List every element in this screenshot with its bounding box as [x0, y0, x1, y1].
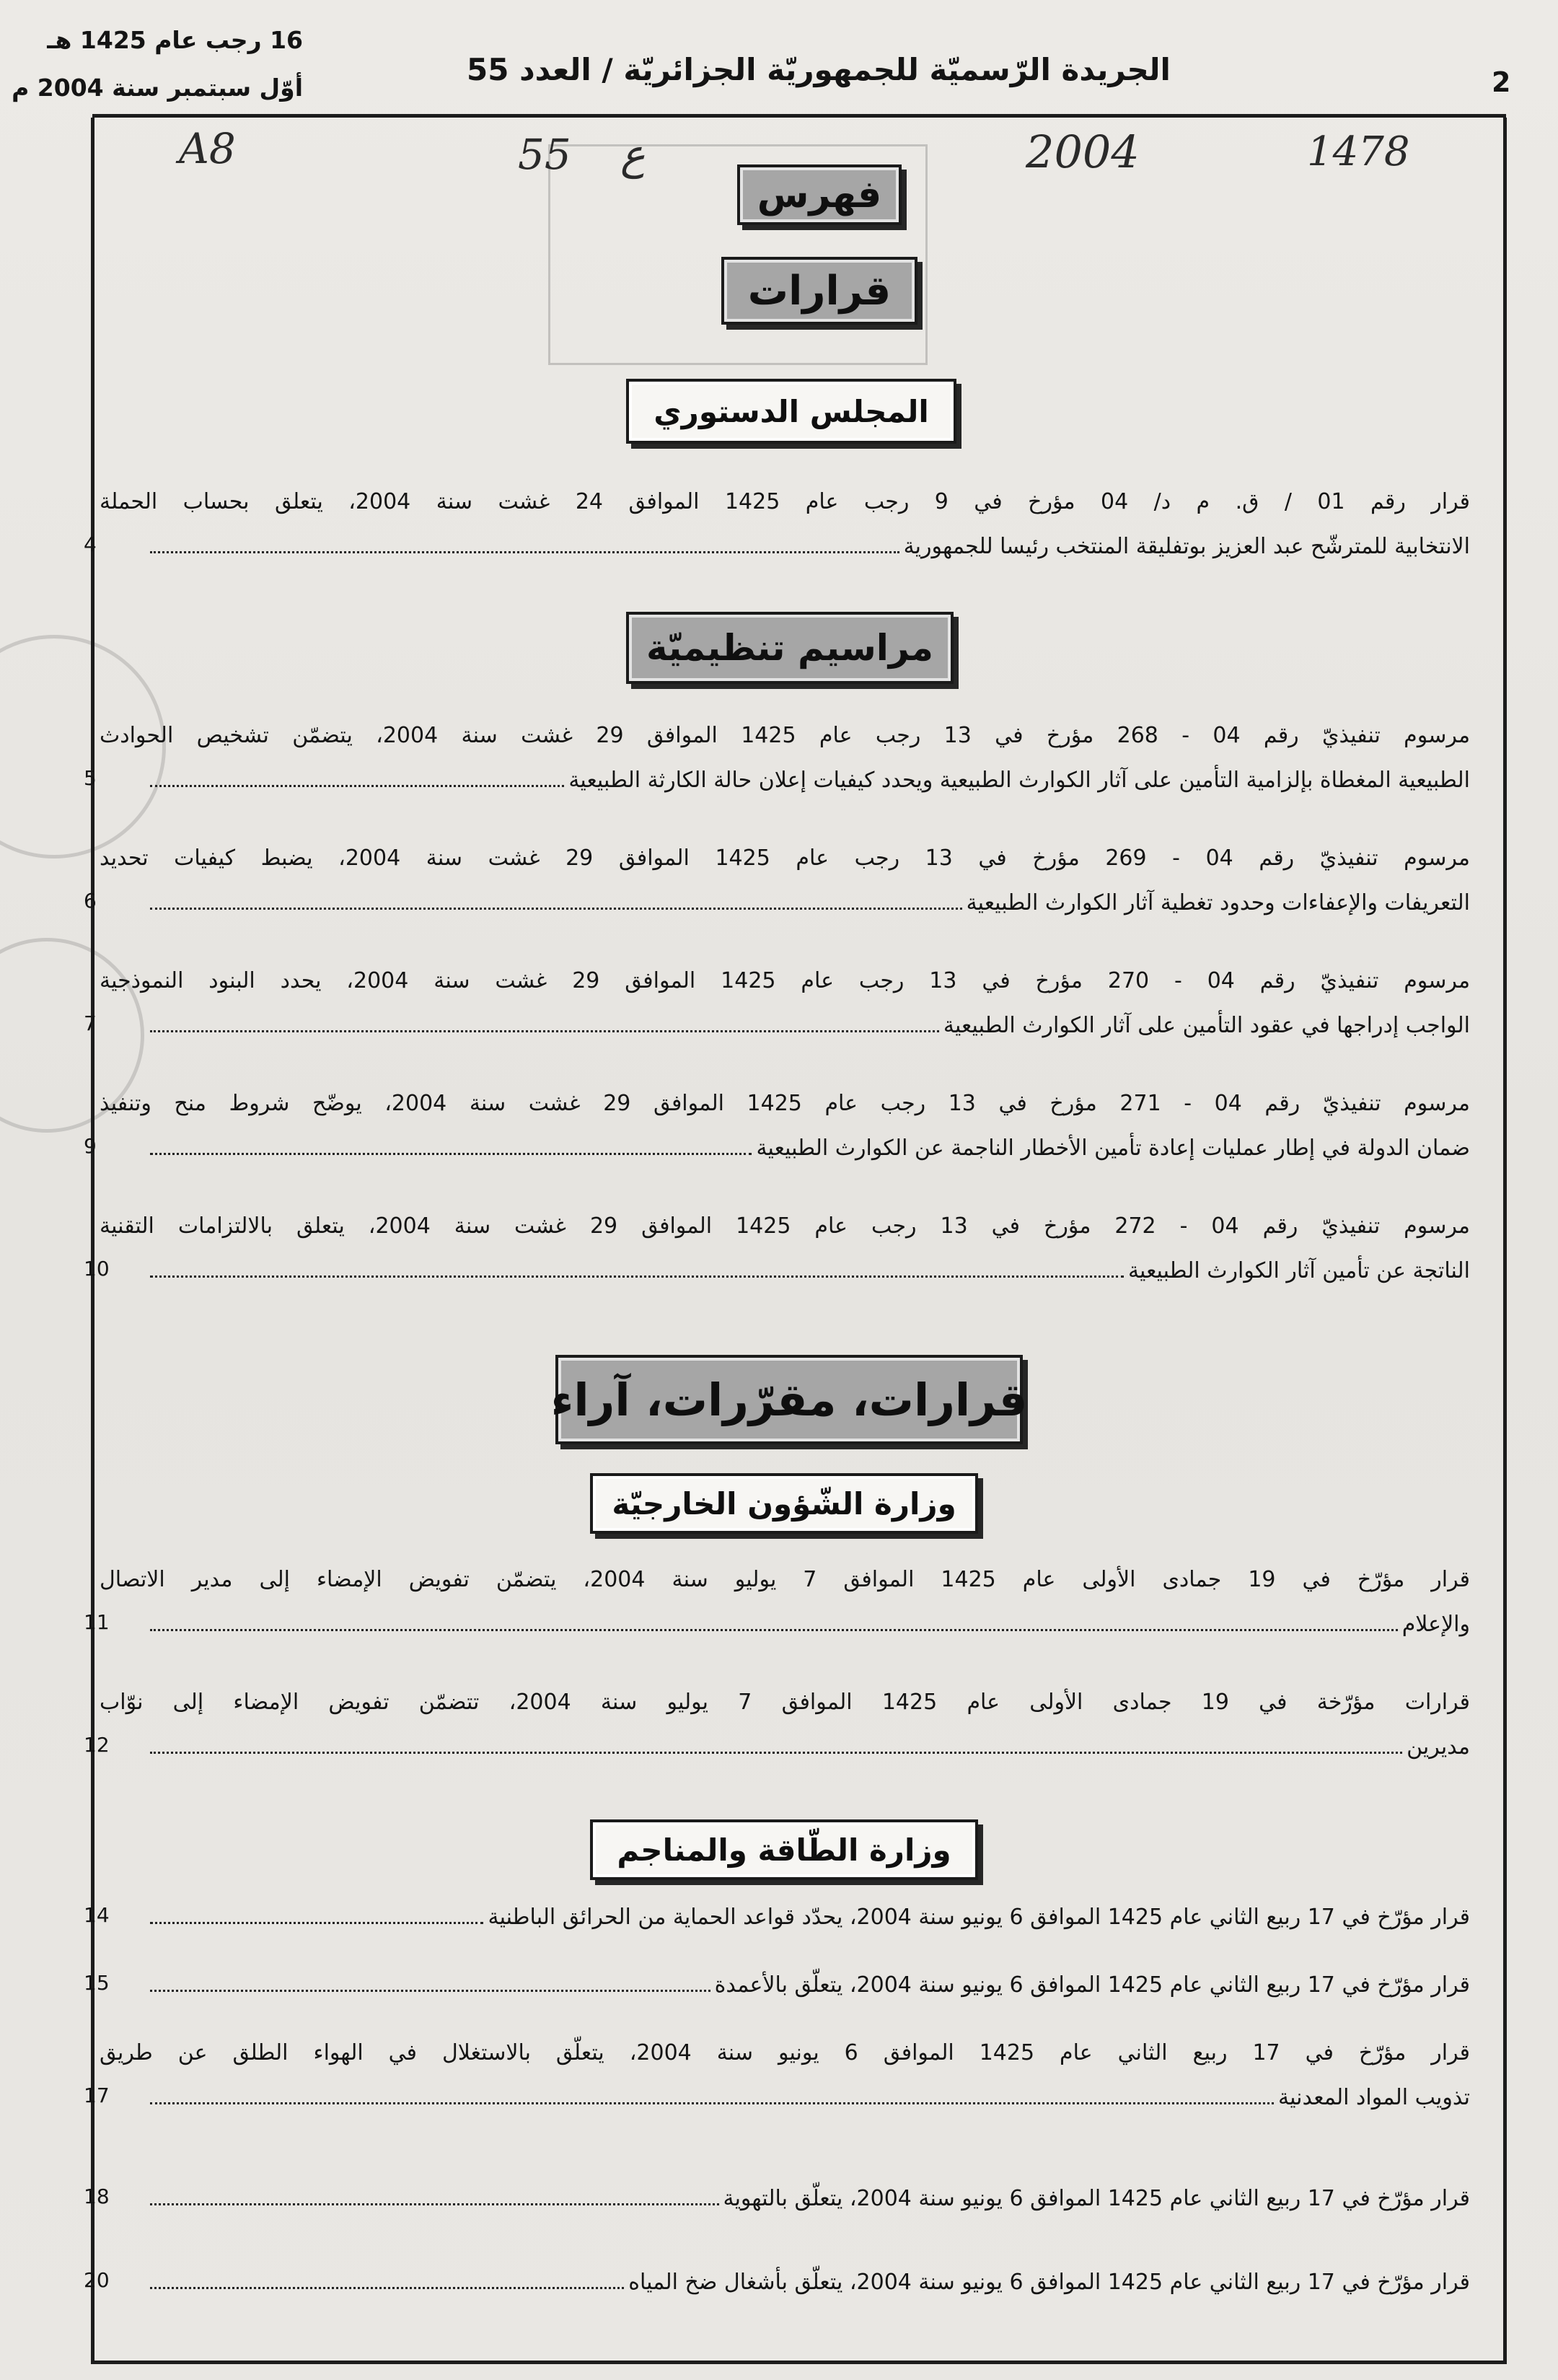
page-ref: 17 [84, 2083, 110, 2107]
dot-leader [150, 908, 962, 910]
page-ref: 5 [84, 766, 97, 790]
dot-leader [150, 1275, 1124, 1278]
entry-text: قرار مؤرّخ في 17 ربيع الثاني عام 1425 الموافق 6 يونيو سنة 2004، يتعلّق بالأعمدة [714, 1972, 1470, 1998]
dot-leader [150, 1030, 939, 1032]
toc-entry [84, 488, 1470, 561]
dot-leader [150, 1752, 1402, 1754]
page-ref: 20 [84, 2268, 110, 2292]
entry-text: قرار مؤرّخ في 17 ربيع الثاني عام 1425 الموافق 6 يونيو سنة 2004، يتعلّق بالتهوية [723, 2186, 1470, 2211]
page-ref: 7 [84, 1011, 97, 1035]
entry-text-continued: الطبيعية المغطاة بإلزامية التأمين على آثار الكوارث الطبيعية ويحدد كيفيات إعلان حالة الكارثة الطبيعية [568, 768, 1470, 793]
journal-title: الجريدة الرّسميّة للجمهوريّة الجزائريّة / العدد 55 [467, 52, 1171, 87]
entry-text: قرار مؤرّخ في 17 ربيع الثاني عام 1425 الموافق 6 يونيو سنة 2004، يحدّد قواعد الحماية من الحرائق الباطنية [488, 1905, 1470, 1930]
handwritten-note-number: 1478 [1307, 128, 1410, 175]
page-number: 2 [1492, 66, 1511, 98]
handwritten-note-ain: ع [620, 130, 646, 179]
section-heading-regulatory-decrees: مراسيم تنظيميّة [626, 612, 954, 684]
toc-entry [84, 967, 1471, 1040]
page-ref: 18 [84, 2184, 110, 2208]
page-ref: 11 [84, 1610, 110, 1634]
section-heading-foreign-affairs: وزارة الشّؤون الخارجيّة [590, 1473, 978, 1534]
toc-entry [84, 1971, 1470, 2000]
page-ref: 12 [84, 1733, 110, 1757]
toc-entry [84, 1903, 1470, 1932]
entry-text: مرسوم تنفيذيّ رقم 04 - 271 مؤرخ في 13 رجب عام 1425 الموافق 29 غشت سنة 2004، يوضّح شروط منح وتنفيذ [100, 1091, 1471, 1116]
page-ref: 6 [84, 889, 97, 913]
toc-entry [84, 1688, 1470, 1762]
handwritten-note-a8: A8 [179, 124, 236, 173]
section-heading-energy-mines: وزارة الطّاقة والمناجم [590, 1819, 978, 1880]
date-gregorian: أوّل سبتمبر سنة 2004 م [12, 74, 303, 102]
page-ref: 4 [84, 532, 97, 556]
entry-text-continued: التعريفات والإعفاءات وحدود تغطية آثار الكوارث الطبيعية [966, 890, 1470, 915]
footer-rule [92, 2361, 1506, 2364]
dot-leader [150, 785, 564, 787]
entry-text: مرسوم تنفيذيّ رقم 04 - 272 مؤرخ في 13 رجب عام 1425 الموافق 29 غشت سنة 2004، يتعلق بالالتزامات التقنية [100, 1213, 1470, 1239]
entry-text-continued: الناتجة عن تأمين آثار الكوارث الطبيعية [1127, 1258, 1470, 1283]
handwritten-note-year: 2004 [1026, 126, 1140, 178]
entry-text: قرار مؤرّخ في 17 ربيع الثاني عام 1425 الموافق 6 يونيو سنة 2004، يتعلّق بأشغال ضخ المياه [628, 2270, 1470, 2295]
page-ref: 14 [84, 1903, 110, 1927]
header-rule [92, 114, 1506, 118]
dot-leader [150, 2287, 624, 2289]
entry-text-continued: الواجب إدراجها في عقود التأمين على آثار الكوارث الطبيعية [943, 1013, 1470, 1038]
page-ref: 9 [84, 1134, 97, 1158]
entry-text-continued: والإعلام [1401, 1612, 1470, 1637]
dot-leader [150, 1629, 1398, 1631]
index-title: فهرس [737, 164, 902, 225]
toc-entry [84, 2039, 1471, 2112]
entry-text: قرارات مؤرّخة في 19 جمادى الأولى عام 1425 الموافق 7 يوليو سنة 2004، تتضمّن تفويض الإمضاء إلى نوّاب [100, 1690, 1470, 1715]
section-heading-constitutional-council: المجلس الدستوري [626, 379, 956, 444]
entry-text: قرار مؤرّخ في 17 ربيع الثاني عام 1425 الموافق 6 يونيو سنة 2004، يتعلّق بالاستغلال في الهواء الطلق عن طريق [100, 2040, 1471, 2065]
toc-entry [84, 1089, 1471, 1163]
dot-leader [150, 1153, 752, 1155]
entry-text: قرار مؤرّخ في 19 جمادى الأولى عام 1425 الموافق 7 يوليو سنة 2004، يتضمّن تفويض الإمضاء إلى مدير الاتصال [100, 1567, 1470, 1592]
dot-leader [150, 1922, 483, 1924]
handwritten-note-55: 55 [518, 130, 571, 179]
entry-text: مرسوم تنفيذيّ رقم 04 - 270 مؤرخ في 13 رجب عام 1425 الموافق 29 غشت سنة 2004، يحدد البنود النموذجية [100, 968, 1471, 993]
dot-leader [150, 2102, 1274, 2104]
toc-entry [84, 1212, 1470, 1286]
date-hijri: 16 رجب عام 1425 هـ [47, 26, 303, 54]
page-ref: 15 [84, 1971, 110, 1995]
toc-entry [84, 844, 1470, 918]
entry-text: قرار رقم 01 / ق. م د/ 04 مؤرخ في 9 رجب عام 1425 الموافق 24 غشت سنة 2004، يتعلق بحساب الحملة [100, 489, 1470, 514]
dot-leader [150, 1990, 710, 1992]
entry-text-continued: مديرين [1407, 1734, 1470, 1760]
decisions-title: قرارات [721, 257, 917, 325]
entry-text-continued: تذويب المواد المعدنية [1277, 2085, 1470, 2110]
entry-text-continued: الانتخابية للمترشّح عبد العزيز بوتفليقة المنتخب رئيسا للجمهورية [903, 534, 1470, 559]
entry-text: مرسوم تنفيذيّ رقم 04 - 268 مؤرخ في 13 رجب عام 1425 الموافق 29 غشت سنة 2004، يتضمّن تشخيص الحوادث [100, 723, 1471, 748]
toc-entry [84, 1566, 1470, 1639]
page-ref: 10 [84, 1257, 110, 1281]
entry-text: مرسوم تنفيذيّ رقم 04 - 269 مؤرخ في 13 رجب عام 1425 الموافق 29 غشت سنة 2004، يضبط كيفيات تحديد [100, 846, 1470, 871]
toc-entry [84, 2268, 1470, 2297]
dot-leader [150, 551, 899, 553]
left-border [91, 118, 94, 2364]
section-heading-decisions-opinions: قرارات، مقرّرات، آراء [555, 1355, 1023, 1444]
dot-leader [150, 2203, 719, 2205]
toc-entry [84, 2184, 1470, 2213]
entry-text-continued: ضمان الدولة في إطار عمليات إعادة تأمين الأخطار الناجمة عن الكوارث الطبيعية [756, 1136, 1470, 1161]
right-border [1503, 118, 1507, 2364]
toc-entry [84, 721, 1471, 795]
